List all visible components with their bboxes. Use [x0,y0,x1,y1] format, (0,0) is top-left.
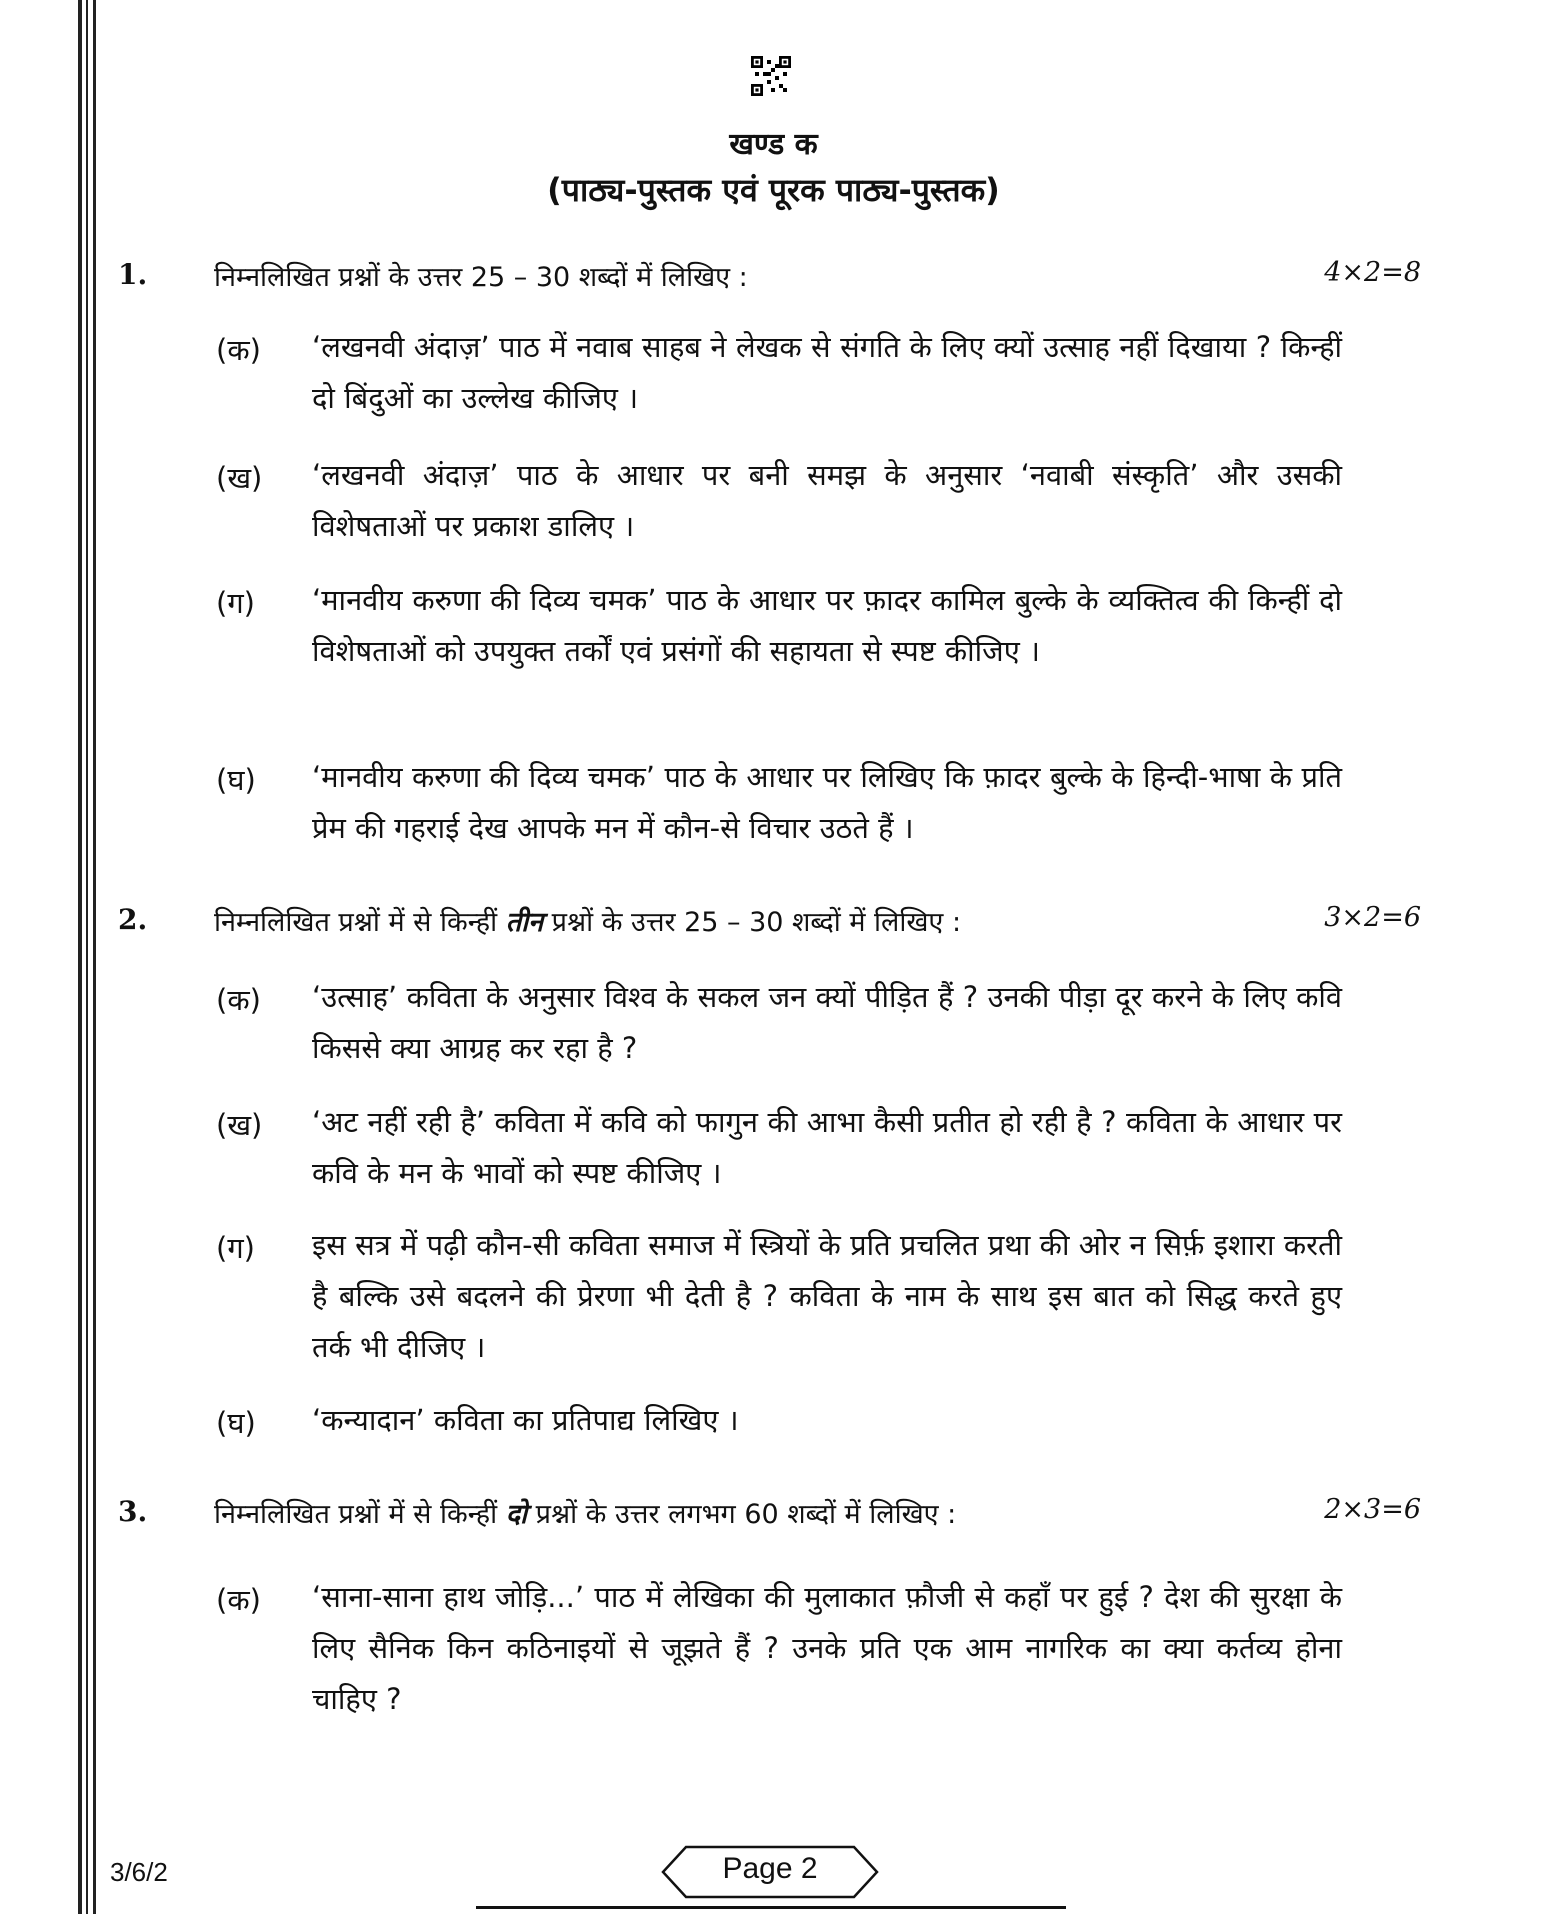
part-label: (ग) [216,586,255,620]
question-number: 2. [118,903,148,936]
page-number-badge [660,1844,880,1900]
part-text: ‘उत्साह’ कविता के अनुसार विश्व के सकल जन क्यों पीड़ित हैं ? उनकी पीड़ा दूर करने के लिए कवि किससे क्या आग्रह कर रहा है ? [312,980,1342,1065]
part-text: इस सत्र में पढ़ी कौन-सी कविता समाज में स्त्रियों के प्रति प्रचलित प्रथा की ओर न सिर्फ़ इशारा करती है बल्कि उसे बदलने की प्रेरणा भी देती है ? कविता के नाम के साथ इस बात को सिद्ध करते हुए तर्क भी दीजिए । [312,1228,1342,1364]
part-text: ‘मानवीय करुणा की दिव्य चमक’ पाठ के आधार पर फ़ादर कामिल बुल्के के व्यक्तित्व की किन्हीं दो विशेषताओं को उपयुक्त तर्कों एवं प्रसंगों की सहायता से स्पष्ट कीजिए । [312,583,1342,668]
part-text: ‘साना-साना हाथ जोड़ि...’ पाठ में लेखिका की मुलाकात फ़ौजी से कहाँ पर हुई ? देश की सुरक्षा के लिए सैनिक किन कठिनाइयों से जूझते हैं ? उनके प्रति एक आम नागरिक का क्या कर्तव्य होना चाहिए ? [312,1580,1342,1716]
question-instruction: निम्नलिखित प्रश्नों में से किन्हीं दो प्रश्नों के उत्तर लगभग 60 शब्दों में लिखिए : [214,1499,957,1530]
part-text: ‘कन्यादान’ कविता का प्रतिपाद्य लिखिए । [312,1403,739,1437]
part-label: (ख) [216,1108,263,1142]
margin-rule [86,0,88,1914]
section-title: खण्ड क [729,127,818,162]
paper-code: 3/6/2 [110,1857,168,1887]
question-instruction: निम्नलिखित प्रश्नों में से किन्हीं तीन प्रश्नों के उत्तर 25 – 30 शब्दों में लिखिए : [214,907,962,938]
bottom-rule [476,1906,1066,1909]
part-label: (क) [216,1583,261,1617]
question-number: 1. [118,258,148,291]
section-subtitle: (पाठ्य-पुस्तक एवं पूरक पाठ्य-पुस्तक) [547,171,1000,209]
part-text: ‘लखनवी अंदाज़’ पाठ के आधार पर बनी समझ के अनुसार ‘नवाबी संस्कृति’ और उसकी विशेषताओं पर प्रकाश डालिए । [312,458,1342,543]
question-marks: 2×3=6 [1324,1494,1421,1525]
part-text: ‘मानवीय करुणा की दिव्य चमक’ पाठ के आधार पर लिखिए कि फ़ादर बुल्के के हिन्दी-भाषा के प्रति प्रेम की गहराई देख आपके मन में कौन-से विचार उठते हैं । [312,760,1342,845]
part-text: ‘लखनवी अंदाज़’ पाठ में नवाब साहब ने लेखक से संगति के लिए क्यों उत्साह नहीं दिखाया ? किन्हीं दो बिंदुओं का उल्लेख कीजिए । [312,330,1342,415]
part-text: ‘अट नहीं रही है’ कविता में कवि को फागुन की आभा कैसी प्रतीत हो रही है ? कविता के आधार पर कवि के मन के भावों को स्पष्ट कीजिए । [312,1105,1342,1190]
part-label: (क) [216,983,261,1017]
part-label: (क) [216,333,261,367]
part-label: (घ) [216,1406,256,1440]
part-label: (ख) [216,461,263,495]
margin-rule [78,0,82,1914]
margin-rule [93,0,96,1914]
question-number: 3. [118,1495,148,1528]
part-label: (घ) [216,763,256,797]
page-label: Page 2 [722,1852,818,1885]
question-instruction: निम्नलिखित प्रश्नों के उत्तर 25 – 30 शब्दों में लिखिए : [214,262,748,293]
qr-code-icon [751,56,791,96]
question-marks: 3×2=6 [1324,902,1421,933]
part-label: (ग) [216,1231,255,1265]
question-marks: 4×2=8 [1324,257,1421,288]
